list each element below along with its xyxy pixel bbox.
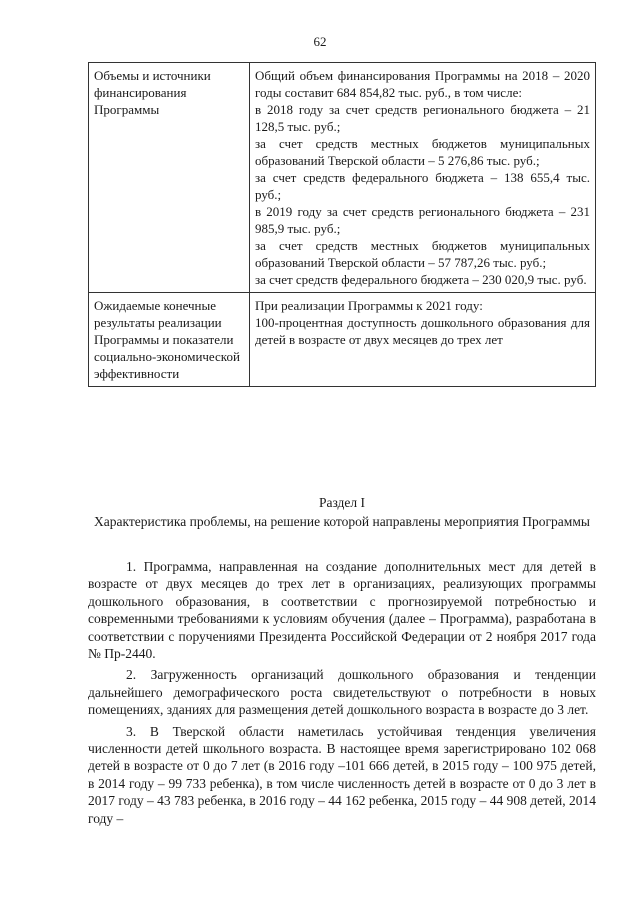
- paragraph-3: 3. В Тверской области наметилась устойчивая тенденция увеличения численности детей школьного возраста. В настоящее время зарегистрировано 102 068 детей в возрасте от 0 до 7 лет (в 2016 году –101 666 детей, в 2015 году – 100 975 детей, в 2014 году – 99 733 ребенка), в том числе численность детей в возрасте от 0 до 3 лет в 2017 году – 43 783 ребенка, в 2016 году – 44 162 ребенка, 2015 году – 44 908 детей, 2014 году –: [88, 723, 596, 826]
- page-number: 62: [313, 34, 327, 49]
- financing-2018-municipal: за счет средств местных бюджетов муниципальных образований Тверской области – 5 276,86 тыс. руб.;: [255, 136, 590, 168]
- financing-2018-regional: в 2018 году за счет средств регионального бюджета – 21 128,5 тыс. руб.;: [255, 102, 590, 134]
- table-row-financing: [89, 63, 596, 293]
- financing-label: Объемы и источники финансирования Программы: [89, 63, 250, 293]
- results-intro: При реализации Программы к 2021 году:: [255, 298, 483, 313]
- paragraph-1: 1. Программа, направленная на создание дополнительных мест для детей в возрасте от двух месяцев до трех лет в организациях, реализующих программы дошкольного образования, в соответствии с прогнозируемой потребностью и современными требованиями к условиям обучения (далее – Программа), разработана в соответствии с поручениями Президента Российской Федерации от 2 ноября 2017 года № Пр-2440.: [88, 559, 596, 662]
- results-label: Ожидаемые конечные результаты реализации Программы и показатели социально-экономической эффективности: [89, 293, 250, 387]
- paragraph-2: 2. Загруженность организаций дошкольного образования и тенденции дальнейшего демографического роста свидетельствуют о потребности в новых помещениях, зданиях для размещения детей дошкольного возраста в возрасте до 3 лет.: [88, 667, 596, 718]
- table-row-results: [89, 293, 596, 387]
- body-text: [88, 558, 596, 831]
- financing-2019-federal: за счет средств федерального бюджета – 230 020,9 тыс. руб.: [255, 272, 587, 287]
- financing-2019-municipal: за счет средств местных бюджетов муниципальных образований Тверской области – 57 787,26 тыс. руб.;: [255, 238, 590, 270]
- financing-2019-regional: в 2019 году за счет средств регионального бюджета – 231 985,9 тыс. руб.;: [255, 204, 590, 236]
- financing-2018-federal: за счет средств федерального бюджета – 138 655,4 тыс. руб.;: [255, 170, 590, 202]
- program-passport-table: [88, 62, 596, 387]
- section-number: Раздел I: [318, 495, 366, 510]
- financing-total: Общий объем финансирования Программы на 2018 – 2020 годы составит 684 854,82 тыс. руб., в том числе:: [255, 68, 590, 100]
- results-availability: 100-процентная доступность дошкольного образования для детей в возрасте от двух месяцев до трех лет: [255, 315, 590, 347]
- section-title: Характеристика проблемы, на решение которой направлены мероприятия Программы: [94, 514, 590, 529]
- financing-value: [250, 63, 596, 293]
- results-value: [250, 293, 596, 387]
